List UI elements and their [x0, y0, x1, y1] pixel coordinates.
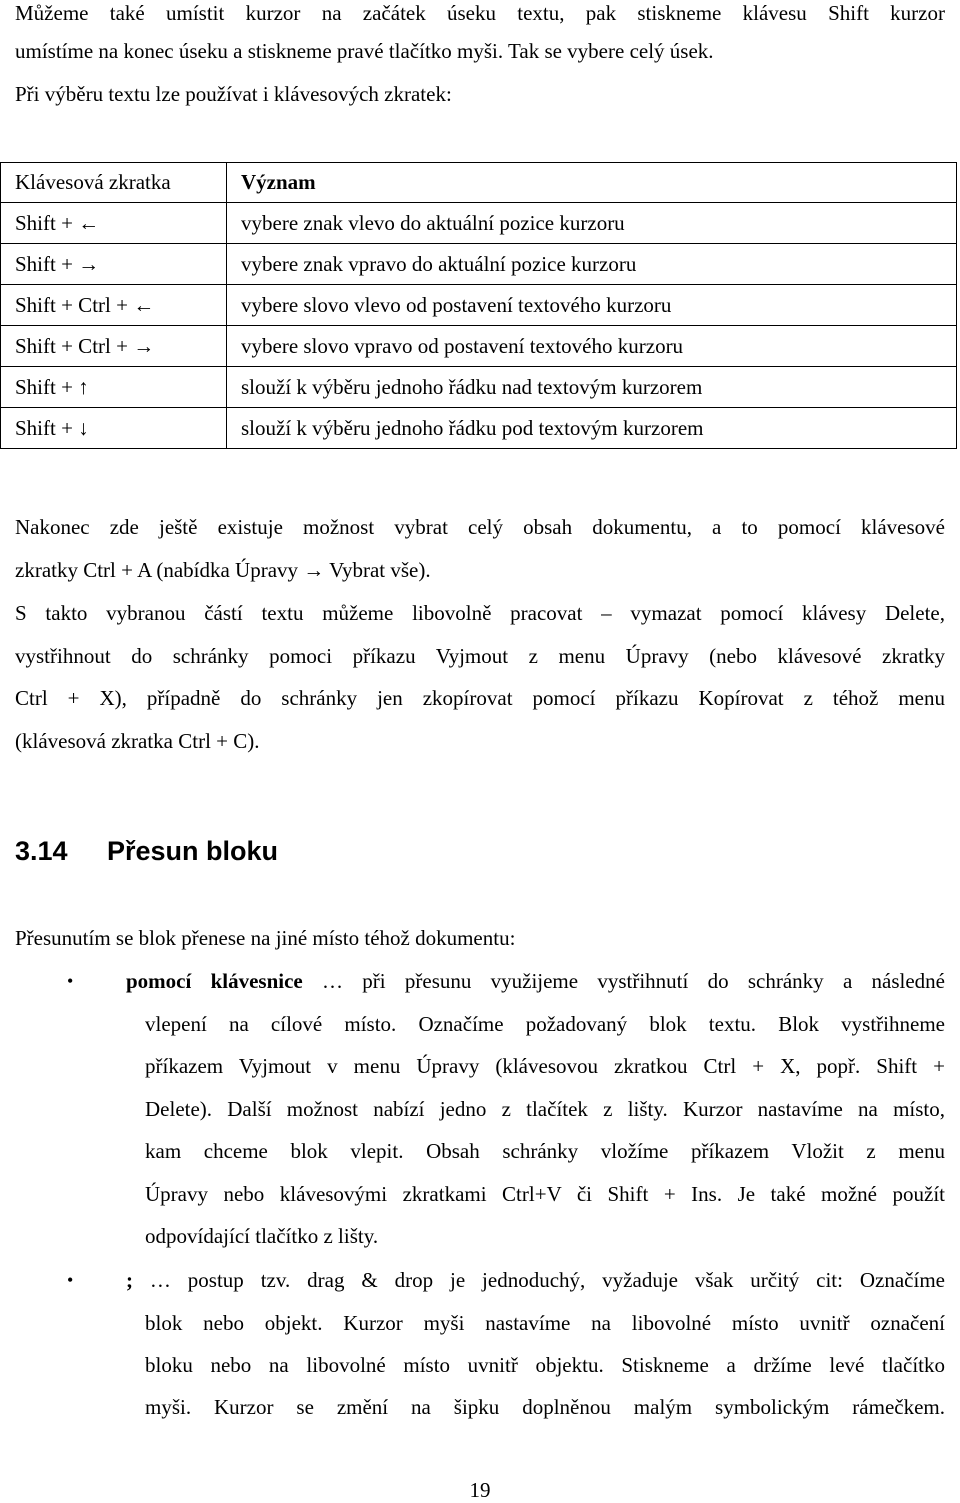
bullet-2-term: ;: [126, 1268, 133, 1292]
bullet-1-line: Delete). Další možnost nabízí jedno z tlačítek z lišty. Kurzor nastavíme na místo,: [145, 1097, 945, 1121]
table-cell-key: Shift + →: [1, 244, 227, 285]
section-title: Přesun bloku: [107, 836, 279, 866]
para3: Přesunutím se blok přenese na jiné místo téhož dokumentu:: [15, 926, 516, 950]
intro-line-1: Můžeme také umístit kurzor na začátek úseku textu, pak stiskneme klávesu Shift kurzor: [15, 1, 945, 25]
para2-line-1: S takto vybranou částí textu můžeme libovolně pracovat – vymazat pomocí klávesy Delete,: [15, 601, 945, 625]
table-cell-key: Shift + Ctrl + ←: [1, 285, 227, 326]
intro-line-3: Při výběru textu lze používat i klávesových zkratek:: [15, 82, 452, 106]
table-cell-meaning: vybere znak vpravo do aktuální pozice kurzoru: [227, 244, 957, 285]
bullet-1-line: Úpravy nebo klávesovými zkratkami Ctrl+V či Shift + Ins. Je také možné použít: [145, 1182, 945, 1206]
bullet-dot: •: [67, 971, 74, 991]
table-row: [1, 367, 957, 408]
table-cell-meaning: vybere znak vlevo do aktuální pozice kurzoru: [227, 203, 957, 244]
table-cell-key: Shift + ←: [1, 203, 227, 244]
bullet-2-first-line: [126, 1267, 945, 1293]
para2-line-4: (klávesová zkratka Ctrl + C).: [15, 729, 260, 753]
table-cell-meaning: vybere slovo vpravo od postavení textového kurzoru: [227, 326, 957, 367]
bullet-1-line: příkazem Vyjmout v menu Úpravy (klávesovou zkratkou Ctrl + X, popř. Shift +: [145, 1054, 945, 1078]
para2-line-3: Ctrl + X), případně do schránky jen zkopírovat pomocí příkazu Kopírovat z téhož menu: [15, 686, 945, 710]
para1-line-1: Nakonec zde ještě existuje možnost vybrat celý obsah dokumentu, a to pomocí klávesové: [15, 515, 945, 539]
table-row: [1, 285, 957, 326]
table-cell-key: Shift + Ctrl + →: [1, 326, 227, 367]
bullet-1-first-line: [126, 968, 945, 994]
bullet-dot: •: [67, 1270, 74, 1290]
section-heading: [15, 834, 278, 868]
table-header-meaning: Význam: [227, 163, 957, 203]
bullet-1-last-line: odpovídající tlačítko z lišty.: [145, 1224, 379, 1248]
table-cell-meaning: vybere slovo vlevo od postavení textového kurzoru: [227, 285, 957, 326]
bullet-1-line: vlepení na cílové místo. Označíme požadovaný blok textu. Blok vystřihneme: [145, 1012, 945, 1036]
page-number: 19: [469, 1478, 491, 1502]
table-cell-key: Shift + ↑: [1, 367, 227, 408]
table-row: [1, 244, 957, 285]
bullet-2-first-rest: … postup tzv. drag & drop je jednoduchý, vyžaduje však určitý cit: Označíme: [133, 1268, 945, 1292]
table-header-row: [1, 163, 957, 203]
bullet-1-line: kam chceme blok vlepit. Obsah schránky vložíme příkazem Vložit z menu: [145, 1139, 945, 1163]
table-cell-meaning: slouží k výběru jednoho řádku nad textovým kurzorem: [227, 367, 957, 408]
bullet-2-line: bloku nebo na libovolné místo uvnitř objektu. Stiskneme a držíme levé tlačítko: [145, 1353, 945, 1377]
bullet-2-line: blok nebo objekt. Kurzor myši nastavíme na libovolné místo uvnitř označení: [145, 1311, 945, 1335]
table-cell-meaning: slouží k výběru jednoho řádku pod textovým kurzorem: [227, 408, 957, 449]
bullet-2-line: myši. Kurzor se změní na šipku doplněnou malým symbolickým rámečkem.: [145, 1395, 945, 1419]
shortcut-table: [0, 162, 957, 449]
table-header-shortcut: Klávesová zkratka: [1, 163, 227, 203]
bullet-1-first-rest: … při přesunu využijeme vystřihnutí do schránky a následné: [302, 969, 945, 993]
table-row: [1, 408, 957, 449]
section-number: 3.14: [15, 836, 68, 866]
table-row: [1, 203, 957, 244]
intro-line-2: umístíme na konec úseku a stiskneme pravé tlačítko myši. Tak se vybere celý úsek.: [15, 39, 714, 63]
para1-line-2: zkratky Ctrl + A (nabídka Úpravy → Vybrat vše).: [15, 558, 431, 582]
table-cell-key: Shift + ↓: [1, 408, 227, 449]
table-row: [1, 326, 957, 367]
bullet-1-term: pomocí klávesnice: [126, 969, 303, 993]
para2-line-2: vystřihnout do schránky pomoci příkazu Vyjmout z menu Úpravy (nebo klávesové zkratky: [15, 644, 945, 668]
